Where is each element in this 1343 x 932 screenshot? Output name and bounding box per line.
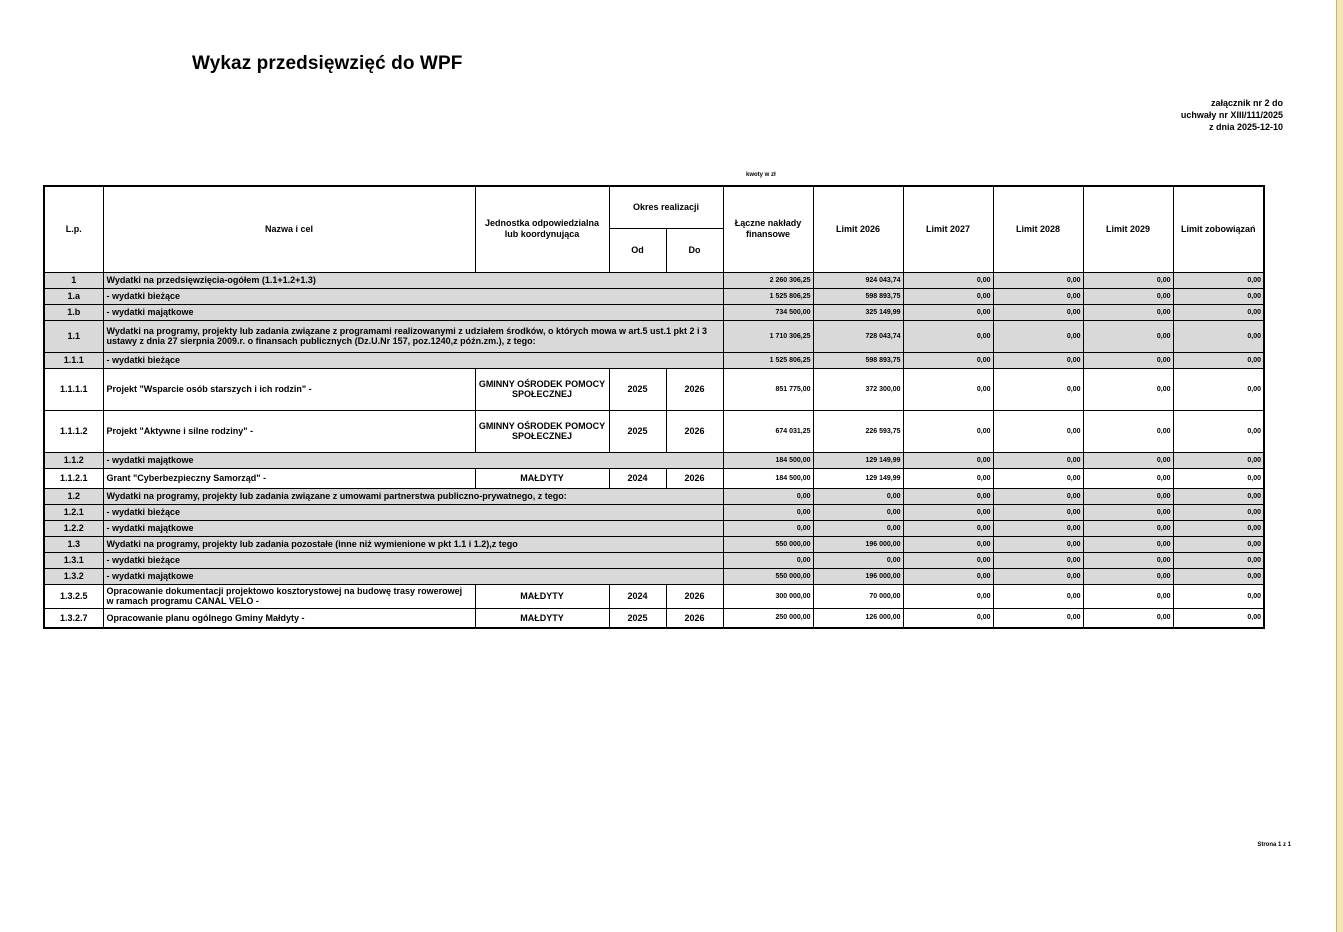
header-period: Okres realizacji (609, 186, 723, 228)
row-commitment-limit: 0,00 (1173, 488, 1264, 504)
row-limit-2029: 0,00 (1083, 568, 1173, 584)
row-limit-2027: 0,00 (903, 468, 993, 488)
row-name: Wydatki na programy, projekty lub zadania związane z programami realizowanymi z udziałem środków, o których mowa w art.5 ust.1 pkt 2 i 3 ustawy z dnia 27 sierpnia 2009.r. o finansach publicznych (Dz.U.Nr 157, poz.1240,z późn.zm.), z tego: (103, 320, 723, 352)
row-commitment-limit: 0,00 (1173, 304, 1264, 320)
row-limit-2027: 0,00 (903, 288, 993, 304)
row-limit-2029: 0,00 (1083, 320, 1173, 352)
table-row (44, 320, 1264, 352)
annex-line-1: załącznik nr 2 do (1210, 98, 1283, 108)
row-limit-2028: 0,00 (993, 552, 1083, 568)
row-lp: 1.3.1 (44, 552, 103, 568)
row-from: 2024 (609, 468, 666, 488)
row-total: 250 000,00 (723, 608, 813, 628)
row-total: 1 710 306,25 (723, 320, 813, 352)
row-lp: 1.1.1 (44, 352, 103, 368)
header-commitment-limit: Limit zobowiązań (1173, 186, 1264, 272)
row-commitment-limit: 0,00 (1173, 452, 1264, 468)
row-limit-2026: 70 000,00 (813, 584, 903, 608)
row-lp: 1.1.2.1 (44, 468, 103, 488)
row-commitment-limit: 0,00 (1173, 504, 1264, 520)
row-limit-2026: 129 149,99 (813, 452, 903, 468)
row-name: - wydatki bieżące (103, 504, 723, 520)
page-title: Wykaz przedsięwzięć do WPF (192, 53, 463, 74)
row-name: Grant "Cyberbezpieczny Samorząd" - (103, 468, 475, 488)
row-unit: GMINNY OŚRODEK POMOCY SPOŁECZNEJ (475, 410, 609, 452)
row-total: 734 500,00 (723, 304, 813, 320)
row-lp: 1.3.2 (44, 568, 103, 584)
row-commitment-limit: 0,00 (1173, 552, 1264, 568)
table-row (44, 568, 1264, 584)
row-commitment-limit: 0,00 (1173, 608, 1264, 628)
row-name: - wydatki majątkowe (103, 568, 723, 584)
table-row (44, 468, 1264, 488)
table-row (44, 272, 1264, 288)
row-limit-2028: 0,00 (993, 320, 1083, 352)
row-limit-2028: 0,00 (993, 368, 1083, 410)
row-total: 1 525 806,25 (723, 352, 813, 368)
row-total: 0,00 (723, 488, 813, 504)
header-unit: Jednostka odpowiedzialna lub koordynująca (475, 186, 609, 272)
row-limit-2028: 0,00 (993, 584, 1083, 608)
row-lp: 1.1 (44, 320, 103, 352)
row-commitment-limit: 0,00 (1173, 536, 1264, 552)
row-total: 2 260 306,25 (723, 272, 813, 288)
row-total: 300 000,00 (723, 584, 813, 608)
row-limit-2026: 196 000,00 (813, 568, 903, 584)
row-unit: MAŁDYTY (475, 608, 609, 628)
table-row (44, 368, 1264, 410)
row-unit: MAŁDYTY (475, 468, 609, 488)
table-row (44, 504, 1264, 520)
row-limit-2026: 0,00 (813, 520, 903, 536)
header-limit-2029: Limit 2029 (1083, 186, 1173, 272)
row-commitment-limit: 0,00 (1173, 288, 1264, 304)
row-total: 184 500,00 (723, 468, 813, 488)
row-limit-2026: 598 893,75 (813, 288, 903, 304)
row-commitment-limit: 0,00 (1173, 272, 1264, 288)
row-to: 2026 (666, 368, 723, 410)
row-limit-2028: 0,00 (993, 410, 1083, 452)
row-name: - wydatki bieżące (103, 552, 723, 568)
table-row (44, 488, 1264, 504)
row-limit-2029: 0,00 (1083, 304, 1173, 320)
row-limit-2026: 226 593,75 (813, 410, 903, 452)
table-row (44, 608, 1264, 628)
row-name: - wydatki bieżące (103, 288, 723, 304)
row-from: 2025 (609, 608, 666, 628)
row-limit-2028: 0,00 (993, 272, 1083, 288)
table-row (44, 584, 1264, 608)
row-limit-2027: 0,00 (903, 320, 993, 352)
row-limit-2029: 0,00 (1083, 584, 1173, 608)
row-limit-2026: 325 149,99 (813, 304, 903, 320)
row-commitment-limit: 0,00 (1173, 352, 1264, 368)
row-limit-2027: 0,00 (903, 504, 993, 520)
page-edge-strip (1336, 0, 1343, 932)
wpf-table (43, 185, 1265, 629)
row-limit-2026: 924 043,74 (813, 272, 903, 288)
table-row (44, 410, 1264, 452)
row-total: 550 000,00 (723, 536, 813, 552)
row-limit-2027: 0,00 (903, 584, 993, 608)
row-limit-2028: 0,00 (993, 504, 1083, 520)
row-limit-2026: 0,00 (813, 488, 903, 504)
annex-line-3: z dnia 2025-12-10 (1208, 122, 1283, 132)
row-limit-2026: 728 043,74 (813, 320, 903, 352)
table-row (44, 520, 1264, 536)
row-name: - wydatki majątkowe (103, 520, 723, 536)
row-total: 1 525 806,25 (723, 288, 813, 304)
row-to: 2026 (666, 584, 723, 608)
row-lp: 1.b (44, 304, 103, 320)
row-lp: 1.2.2 (44, 520, 103, 536)
row-limit-2029: 0,00 (1083, 520, 1173, 536)
row-limit-2028: 0,00 (993, 608, 1083, 628)
row-limit-2028: 0,00 (993, 520, 1083, 536)
row-limit-2029: 0,00 (1083, 368, 1173, 410)
row-lp: 1.2 (44, 488, 103, 504)
row-limit-2029: 0,00 (1083, 504, 1173, 520)
row-name: Projekt "Wsparcie osób starszych i ich rodzin" - (103, 368, 475, 410)
row-limit-2026: 0,00 (813, 504, 903, 520)
row-limit-2026: 0,00 (813, 552, 903, 568)
row-commitment-limit: 0,00 (1173, 410, 1264, 452)
row-limit-2027: 0,00 (903, 368, 993, 410)
table-row (44, 352, 1264, 368)
row-commitment-limit: 0,00 (1173, 320, 1264, 352)
row-lp: 1.3.2.7 (44, 608, 103, 628)
row-total: 0,00 (723, 504, 813, 520)
table-body (44, 272, 1264, 628)
row-limit-2026: 372 300,00 (813, 368, 903, 410)
header-limit-2028: Limit 2028 (993, 186, 1083, 272)
row-total: 184 500,00 (723, 452, 813, 468)
row-limit-2027: 0,00 (903, 552, 993, 568)
row-limit-2028: 0,00 (993, 536, 1083, 552)
row-limit-2028: 0,00 (993, 452, 1083, 468)
header-from: Od (609, 228, 666, 272)
row-to: 2026 (666, 468, 723, 488)
row-total: 674 031,25 (723, 410, 813, 452)
table-row (44, 552, 1264, 568)
row-from: 2025 (609, 368, 666, 410)
header-total: Łączne nakłady finansowe (723, 186, 813, 272)
table-row (44, 452, 1264, 468)
amounts-note: kwoty w zł (746, 172, 776, 178)
row-limit-2027: 0,00 (903, 568, 993, 584)
row-to: 2026 (666, 608, 723, 628)
row-unit: MAŁDYTY (475, 584, 609, 608)
row-total: 0,00 (723, 520, 813, 536)
row-lp: 1.3 (44, 536, 103, 552)
row-name: Opracowanie dokumentacji projektowo kosztorystowej na budowę trasy rowerowej w ramach programu CANAL VELO - (103, 584, 475, 608)
row-lp: 1.1.1.2 (44, 410, 103, 452)
row-lp: 1 (44, 272, 103, 288)
row-lp: 1.1.2 (44, 452, 103, 468)
row-name: Wydatki na przedsięwzięcia-ogółem (1.1+1.2+1.3) (103, 272, 723, 288)
row-lp: 1.a (44, 288, 103, 304)
row-name: Opracowanie planu ogólnego Gminy Małdyty - (103, 608, 475, 628)
row-commitment-limit: 0,00 (1173, 468, 1264, 488)
row-from: 2025 (609, 410, 666, 452)
row-limit-2028: 0,00 (993, 352, 1083, 368)
row-limit-2027: 0,00 (903, 410, 993, 452)
row-unit: GMINNY OŚRODEK POMOCY SPOŁECZNEJ (475, 368, 609, 410)
row-name: Wydatki na programy, projekty lub zadania związane z umowami partnerstwa publiczno-prywatnego, z tego: (103, 488, 723, 504)
row-limit-2026: 196 000,00 (813, 536, 903, 552)
table-row (44, 304, 1264, 320)
row-limit-2027: 0,00 (903, 452, 993, 468)
annex-note (1181, 97, 1283, 133)
row-limit-2027: 0,00 (903, 352, 993, 368)
table-row (44, 288, 1264, 304)
row-commitment-limit: 0,00 (1173, 568, 1264, 584)
row-limit-2027: 0,00 (903, 520, 993, 536)
row-limit-2026: 129 149,99 (813, 468, 903, 488)
row-limit-2029: 0,00 (1083, 410, 1173, 452)
row-name: Projekt "Aktywne i silne rodziny" - (103, 410, 475, 452)
row-from: 2024 (609, 584, 666, 608)
annex-line-2: uchwały nr XIII/111/2025 (1180, 110, 1283, 120)
row-limit-2029: 0,00 (1083, 608, 1173, 628)
row-name: - wydatki majątkowe (103, 304, 723, 320)
header-name: Nazwa i cel (103, 186, 475, 272)
row-commitment-limit: 0,00 (1173, 520, 1264, 536)
header-to: Do (666, 228, 723, 272)
row-total: 0,00 (723, 552, 813, 568)
row-limit-2029: 0,00 (1083, 468, 1173, 488)
row-total: 550 000,00 (723, 568, 813, 584)
row-lp: 1.3.2.5 (44, 584, 103, 608)
header-lp: L.p. (44, 186, 103, 272)
row-commitment-limit: 0,00 (1173, 584, 1264, 608)
row-name: - wydatki bieżące (103, 352, 723, 368)
row-lp: 1.2.1 (44, 504, 103, 520)
row-total: 851 775,00 (723, 368, 813, 410)
header-limit-2027: Limit 2027 (903, 186, 993, 272)
row-limit-2028: 0,00 (993, 568, 1083, 584)
row-lp: 1.1.1.1 (44, 368, 103, 410)
row-to: 2026 (666, 410, 723, 452)
row-limit-2027: 0,00 (903, 272, 993, 288)
row-limit-2029: 0,00 (1083, 536, 1173, 552)
row-limit-2029: 0,00 (1083, 352, 1173, 368)
row-limit-2026: 126 000,00 (813, 608, 903, 628)
row-commitment-limit: 0,00 (1173, 368, 1264, 410)
row-limit-2029: 0,00 (1083, 452, 1173, 468)
row-limit-2029: 0,00 (1083, 288, 1173, 304)
table-row (44, 536, 1264, 552)
row-limit-2028: 0,00 (993, 488, 1083, 504)
row-limit-2026: 598 893,75 (813, 352, 903, 368)
row-limit-2029: 0,00 (1083, 488, 1173, 504)
header-limit-2026: Limit 2026 (813, 186, 903, 272)
row-limit-2027: 0,00 (903, 608, 993, 628)
row-limit-2028: 0,00 (993, 288, 1083, 304)
row-name: - wydatki majątkowe (103, 452, 723, 468)
row-limit-2027: 0,00 (903, 488, 993, 504)
row-limit-2028: 0,00 (993, 304, 1083, 320)
row-limit-2029: 0,00 (1083, 552, 1173, 568)
row-limit-2029: 0,00 (1083, 272, 1173, 288)
row-limit-2027: 0,00 (903, 304, 993, 320)
page-number: Strona 1 z 1 (1257, 842, 1291, 848)
row-limit-2027: 0,00 (903, 536, 993, 552)
row-limit-2028: 0,00 (993, 468, 1083, 488)
row-name: Wydatki na programy, projekty lub zadania pozostałe (inne niż wymienione w pkt 1.1 i 1.2),z tego (103, 536, 723, 552)
